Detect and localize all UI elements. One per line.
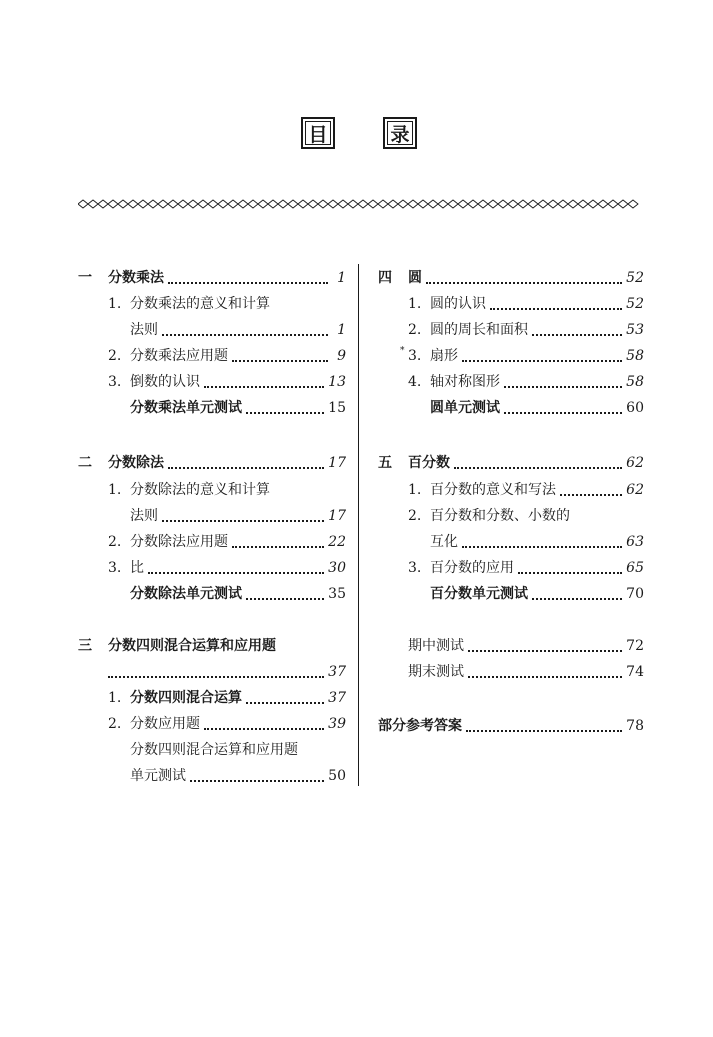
item-title: 分数四则混合运算: [130, 690, 242, 706]
ornament-link: [348, 200, 358, 208]
ornament-link: [78, 200, 88, 208]
item-title: 法则: [130, 508, 158, 524]
ornament-link: [278, 200, 288, 208]
leader-dots: [532, 598, 622, 600]
chapter-number: 四: [378, 270, 392, 286]
item-number: 2.: [408, 322, 422, 338]
page-number: 52: [626, 270, 644, 286]
ornament-link: [168, 200, 178, 208]
ornament-link: [588, 200, 598, 208]
ornament-link: [138, 200, 148, 208]
toc-item-midterm[interactable]: [408, 636, 644, 656]
ornament-link: [538, 200, 548, 208]
toc-item[interactable]: [408, 480, 644, 500]
ornament-link: [88, 200, 98, 208]
ornament-link: [198, 200, 208, 208]
item-title: 圆的周长和面积: [430, 322, 528, 338]
toc-item[interactable]: [408, 320, 644, 340]
leader-dots: [560, 494, 622, 496]
ornament-link: [548, 200, 558, 208]
toc-item[interactable]: [108, 346, 346, 366]
toc-item[interactable]: [408, 398, 644, 418]
item-title: 百分数的意义和写法: [430, 482, 556, 498]
page-number: 9: [337, 348, 346, 364]
page-number: 52: [626, 296, 644, 312]
page-number: 74: [626, 664, 644, 680]
chapter-number: 五: [378, 455, 392, 471]
item-title: 互化: [430, 534, 458, 550]
ornament-link: [228, 200, 238, 208]
item-title: 期末测试: [408, 664, 464, 680]
ornamental-divider: [78, 199, 644, 209]
page-number: 70: [626, 586, 644, 602]
item-number: 1.: [408, 482, 422, 498]
page-number: 37: [328, 690, 346, 706]
leader-dots: [504, 412, 622, 414]
ornament-link: [558, 200, 568, 208]
item-number: 2.: [408, 508, 422, 524]
toc-chapter-5[interactable]: [378, 453, 644, 473]
page-number: 17: [328, 508, 346, 524]
chapter-title: 分数四则混合运算和应用题: [108, 638, 276, 654]
item-number: 1.: [408, 296, 422, 312]
leader-dots: [532, 334, 622, 336]
ornament-link: [158, 200, 168, 208]
leader-dots: [426, 282, 622, 284]
ornament-link: [248, 200, 258, 208]
leader-dots: [462, 360, 622, 362]
leader-dots: [246, 598, 324, 600]
item-number: 2.: [108, 716, 122, 732]
item-title: 期中测试: [408, 638, 464, 654]
toc-item[interactable]: [108, 558, 346, 578]
toc-chapter-1[interactable]: [78, 268, 346, 288]
page-number: 50: [328, 768, 346, 784]
leader-dots: [232, 360, 328, 362]
ornament-link: [408, 200, 418, 208]
item-number: 1.: [108, 690, 122, 706]
ornament-link: [288, 200, 298, 208]
item-title: 分数除法单元测试: [130, 586, 242, 602]
page-number: 1: [337, 270, 346, 286]
toc-chapter-3[interactable]: [78, 636, 346, 656]
toc-item[interactable]: [408, 372, 644, 392]
item-title: 法则: [130, 322, 158, 338]
toc-chapter-3-leader[interactable]: [108, 662, 346, 682]
item-number: 3.: [408, 560, 422, 576]
ornament-link: [318, 200, 328, 208]
ornament-link: [188, 200, 198, 208]
leader-dots: [246, 412, 324, 414]
ornament-link: [328, 200, 338, 208]
item-title: 百分数单元测试: [430, 586, 528, 602]
item-title: 单元测试: [130, 768, 186, 784]
toc-item[interactable]: [108, 584, 346, 604]
page-number: 13: [328, 374, 346, 390]
leader-dots: [204, 386, 324, 388]
page-number: 30: [328, 560, 346, 576]
ornament-link: [238, 200, 248, 208]
ornament-link: [578, 200, 588, 208]
optional-marker: *: [400, 346, 405, 356]
ornament-link: [378, 200, 388, 208]
title-char-mu: 目: [301, 117, 335, 149]
item-number: 2.: [108, 348, 122, 364]
ornament-link: [178, 200, 188, 208]
page-number: 60: [626, 400, 644, 416]
ornament-link: [208, 200, 218, 208]
ornament-link: [258, 200, 268, 208]
item-number: 1.: [108, 296, 122, 312]
ornament-link: [508, 200, 518, 208]
chapter-title: 分数除法: [108, 455, 164, 471]
leader-dots: [148, 572, 324, 574]
ornament-link: [268, 200, 278, 208]
toc-chapter-4[interactable]: [378, 268, 644, 288]
page-number: 37: [328, 664, 346, 680]
page-number: 22: [328, 534, 346, 550]
ornament-link: [448, 200, 458, 208]
ornament-link: [518, 200, 528, 208]
leader-dots: [190, 780, 324, 782]
ornament-link: [598, 200, 608, 208]
ornament-link: [358, 200, 368, 208]
toc-item[interactable]: [108, 688, 346, 708]
chapter-title: 分数乘法: [108, 270, 164, 286]
ornament-link: [468, 200, 478, 208]
page-number: 15: [328, 400, 346, 416]
ornament-link: [98, 200, 108, 208]
item-title: 百分数的应用: [430, 560, 514, 576]
ornament-link: [218, 200, 228, 208]
ornament-link: [428, 200, 438, 208]
leader-dots: [468, 650, 622, 652]
ornament-link: [438, 200, 448, 208]
page-number: 65: [626, 560, 644, 576]
item-title: 分数除法的意义和计算: [130, 482, 270, 498]
toc-item[interactable]: [108, 506, 346, 526]
page-number: 62: [626, 482, 644, 498]
leader-dots: [168, 282, 328, 284]
toc-item[interactable]: [408, 584, 644, 604]
item-title: 分数四则混合运算和应用题: [130, 742, 298, 758]
chapter-number: 二: [78, 455, 92, 471]
page-number: 1: [337, 322, 346, 338]
item-number: 1.: [108, 482, 122, 498]
ornament-link: [388, 200, 398, 208]
page-number: 53: [626, 322, 644, 338]
ornament-link: [498, 200, 508, 208]
leader-dots: [232, 546, 324, 548]
item-title: 分数应用题: [130, 716, 200, 732]
ornament-link: [488, 200, 498, 208]
page-number: 58: [626, 374, 644, 390]
ornament-link: [568, 200, 578, 208]
toc-item[interactable]: [108, 372, 346, 392]
item-title: 轴对称图形: [430, 374, 500, 390]
item-number: 4.: [408, 374, 422, 390]
toc-item[interactable]: [408, 506, 644, 526]
item-title: 部分参考答案: [378, 718, 462, 734]
leader-dots: [108, 676, 324, 678]
toc-item-final[interactable]: [408, 662, 644, 682]
item-number: 3.: [108, 374, 122, 390]
chapter-title: 圆: [408, 270, 422, 286]
column-divider: [358, 264, 359, 786]
leader-dots: [162, 520, 324, 522]
page-number: 72: [626, 638, 644, 654]
leader-dots: [168, 467, 324, 469]
chapter-number: 三: [78, 638, 92, 654]
leader-dots: [204, 728, 324, 730]
ornament-link: [628, 200, 638, 208]
leader-dots: [246, 702, 324, 704]
toc-item[interactable]: [108, 766, 346, 786]
ornament-link: [148, 200, 158, 208]
item-title: 圆的认识: [430, 296, 486, 312]
ornament-link: [338, 200, 348, 208]
ornament-link: [398, 200, 408, 208]
item-title: 圆单元测试: [430, 400, 500, 416]
leader-dots: [468, 676, 622, 678]
page-number: 17: [328, 455, 346, 471]
toc-item[interactable]: [108, 320, 346, 340]
toc-chapter-2[interactable]: [78, 453, 346, 473]
item-title: 分数乘法的意义和计算: [130, 296, 270, 312]
ornament-link: [478, 200, 488, 208]
leader-dots: [462, 546, 622, 548]
ornament-link: [298, 200, 308, 208]
toc-answers[interactable]: [378, 716, 644, 736]
toc-item[interactable]: [108, 294, 346, 314]
toc-item[interactable]: [408, 558, 644, 578]
leader-dots: [454, 467, 622, 469]
item-number: 3.: [408, 348, 422, 364]
item-number: 3.: [108, 560, 122, 576]
ornament-link: [618, 200, 628, 208]
item-number: 2.: [108, 534, 122, 550]
page-number: 78: [626, 718, 644, 734]
title-char-lu: 录: [383, 117, 417, 149]
ornament-link: [368, 200, 378, 208]
ornament-link: [528, 200, 538, 208]
chapter-number: 一: [78, 270, 92, 286]
ornament-link: [118, 200, 128, 208]
leader-dots: [466, 730, 622, 732]
leader-dots: [518, 572, 622, 574]
toc-item[interactable]: [408, 294, 644, 314]
leader-dots: [162, 334, 328, 336]
page-number: 58: [626, 348, 644, 364]
toc-item[interactable]: [108, 480, 346, 500]
page-number: 39: [328, 716, 346, 732]
ornament-link: [458, 200, 468, 208]
toc-item[interactable]: [108, 532, 346, 552]
item-title: 分数除法应用题: [130, 534, 228, 550]
ornament-link: [608, 200, 618, 208]
leader-dots: [504, 386, 622, 388]
toc-item[interactable]: [108, 398, 346, 418]
page-number: 63: [626, 534, 644, 550]
leader-dots: [490, 308, 622, 310]
toc-item[interactable]: [408, 532, 644, 552]
item-title: 分数乘法单元测试: [130, 400, 242, 416]
ornament-link: [418, 200, 428, 208]
item-title: 比: [130, 560, 144, 576]
toc-item[interactable]: [108, 740, 346, 760]
toc-item[interactable]: [108, 714, 346, 734]
toc-item[interactable]: [408, 346, 644, 366]
item-title: 倒数的认识: [130, 374, 200, 390]
page-number: 62: [626, 455, 644, 471]
item-title: 百分数和分数、小数的: [430, 508, 570, 524]
item-title: 分数乘法应用题: [130, 348, 228, 364]
ornament-link: [128, 200, 138, 208]
ornament-link: [308, 200, 318, 208]
page-number: 35: [328, 586, 346, 602]
ornament-link: [108, 200, 118, 208]
item-title: 扇形: [430, 348, 458, 364]
chapter-title: 百分数: [408, 455, 450, 471]
